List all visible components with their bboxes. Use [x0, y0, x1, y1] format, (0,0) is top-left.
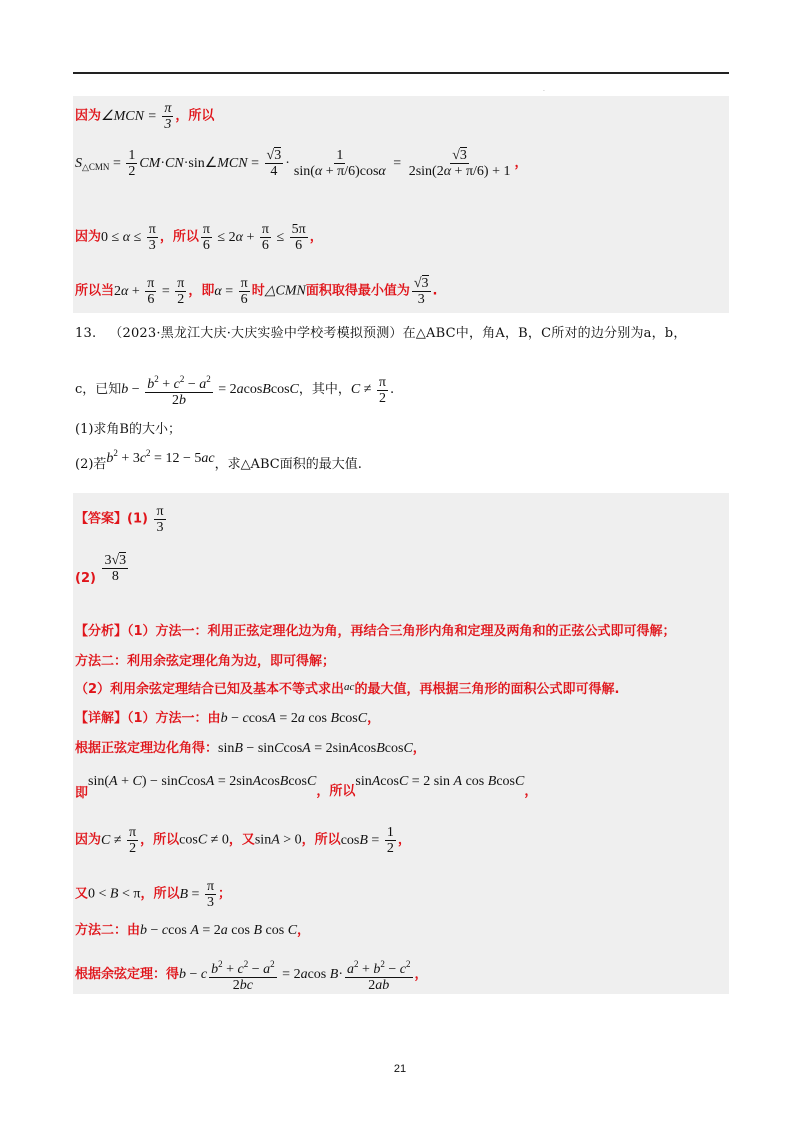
math-angle-range: $\frac{\pi}{6}$ ≤ 2α + $\frac{\pi}{6}$ ≤ $\frac{5\pi}{6}$: [202, 222, 306, 253]
analysis-line-1: [75, 624, 676, 640]
detail-text-1: （1）方法一：由: [127, 711, 221, 726]
answer-2-line: [75, 553, 130, 584]
page-number: 21: [393, 1063, 407, 1075]
problem-intro: 在△ABC中，角A，B，C所对的边分别为a，b，: [402, 326, 687, 341]
text-method-2: 方法二：由: [75, 923, 141, 938]
text-where: ，其中，: [298, 382, 351, 398]
line-minimum: [75, 276, 437, 307]
text-so-6: ，所以: [140, 886, 180, 902]
text-comma-7: ，: [297, 923, 311, 938]
math-detail-7: b − c $\frac{b^2 + c^2 - a^2}{2bc}$ = 2acos B· $\frac{a^2 + b^2 - c^2}{2ab}$: [179, 959, 411, 993]
line-angle-mcn: [75, 101, 214, 132]
text-comma-4: ，: [412, 741, 426, 756]
text-so-4: ，所以: [140, 832, 180, 848]
text-because-2: 因为: [75, 229, 102, 245]
text-semicolon: ；: [218, 886, 232, 902]
line-alpha-range: [75, 222, 323, 253]
text-period: .: [432, 283, 438, 299]
text-min-area: 面积取得最小值为: [305, 283, 410, 299]
text-namely-2: 即: [75, 786, 89, 801]
math-detail-1: b − ccosA = 2a cos BcosC: [220, 711, 368, 726]
text-cosine-law: 根据余弦定理：得: [75, 967, 180, 983]
text-comma-5: ，: [524, 784, 538, 799]
text-namely: ，即: [188, 283, 215, 299]
analysis-label: 【分析】: [75, 624, 128, 639]
text-because: 因为: [75, 108, 102, 124]
detail-line-1: [75, 711, 380, 727]
text-when: 时: [251, 283, 265, 299]
answer-label: 【答案】: [75, 511, 128, 527]
text-also-2: 又: [75, 886, 89, 902]
math-cosb: cosB = $\frac{1}{2}$: [340, 825, 394, 856]
detail-line-3: [75, 774, 537, 804]
analysis-line-2: 方法二：利用余弦定理化角为边，即可得解；: [75, 654, 336, 669]
math-b-range: 0 < B < π: [88, 886, 141, 902]
math-ac: ac: [344, 681, 355, 693]
math-alpha-range: 0 ≤ α ≤ $\frac{\pi}{3}$: [101, 222, 156, 253]
detail-label: 【详解】: [75, 711, 128, 726]
analysis-text-3b: 的最大值，再根据三角形的面积公式即可得解.: [354, 682, 620, 697]
problem-13-header: [75, 326, 687, 342]
header-mark: ·: [543, 88, 545, 95]
answer-2-label: (2): [75, 570, 96, 586]
math-detail-2: sinB − sinCcosA = 2sinAcosBcosC: [218, 741, 413, 756]
problem-condition: [75, 372, 394, 408]
math-c-neq-2: C ≠ $\frac{\pi}{2}$: [101, 825, 137, 856]
math-answer-1: $\frac{\pi}{3}$: [156, 504, 164, 535]
text-find-max-area: ，求△ABC面积的最大值.: [214, 457, 362, 472]
problem-number: 13.: [75, 326, 97, 341]
math-condition: 2α + $\frac{\pi}{6}$ = $\frac{\pi}{2}$: [114, 276, 185, 307]
text-because-3: 因为: [75, 832, 102, 848]
text-comma: ，: [514, 155, 528, 171]
answer-1-line: [75, 504, 168, 535]
math-detail-3b: sinAcosC = 2 sin A cos BcosC: [355, 774, 525, 789]
answer-1-label: (1): [127, 511, 148, 527]
math-answer-2: $\frac{3√3}{8}$: [104, 553, 127, 584]
text-also: ，又: [228, 832, 255, 848]
detail-line-7: [75, 957, 428, 993]
text-comma-3: ，: [367, 711, 381, 726]
line-area-formula: [75, 148, 527, 179]
text-given: c，已知: [75, 382, 122, 398]
header-rule: [73, 72, 729, 74]
detail-text-2: 根据正弦定理边化角得：: [75, 741, 219, 756]
text-so: ，所以: [175, 108, 215, 124]
question-2: [75, 448, 362, 473]
text-comma-6: ，: [397, 832, 411, 848]
detail-line-4: [75, 825, 411, 856]
math-detail-6: b − ccos A = 2a cos B cos C: [140, 923, 298, 938]
text-comma-8: ，: [414, 967, 428, 983]
text-so-3: ，所以: [316, 784, 356, 799]
math-triangle-cmn: △CMN: [264, 283, 306, 299]
analysis-text-3a: （2）利用余弦定理结合已知及基本不等式求出: [75, 682, 345, 697]
math-area-formula: $S_{\triangle CMN}$ = $\frac{1}{2}$ CM·CN·sin∠MCN = $\frac{√3}{4}$ · $\frac{1}{\sin(\alpha + \pi/6)\cos\alpha}$ = $\frac{√3}{2\sin(2\alpha + \pi/6) + 1}$: [75, 148, 511, 179]
analysis-line-3: [75, 682, 619, 698]
text-so-5: ，所以: [301, 832, 341, 848]
text-so-2: ，所以: [159, 229, 199, 245]
math-constraint: $b^2 + 3c^2 = 12 - 5ac$: [106, 448, 215, 466]
text-period-2: .: [390, 382, 395, 398]
analysis-text-1: （1）方法一：利用正弦定理化边为角，再结合三角形内角和定理及两角和的正弦公式即可得解；: [127, 624, 676, 639]
math-cosc: cosC ≠ 0: [179, 832, 229, 848]
math-min-value: $\frac{√3}{3}$: [413, 276, 429, 307]
math-given: b − $\frac{b^2 + c^2 - a^2}{2b}$ = 2acosBcosC: [121, 374, 299, 408]
math-detail-3a: sin(A + C) − sinCcosA = 2sinAcosBcosC: [88, 774, 317, 789]
question-1: (1)求角B的大小；: [75, 422, 181, 437]
math-alpha-value: α = $\frac{\pi}{6}$: [214, 276, 248, 307]
text-if: (2)若: [75, 457, 107, 472]
text-comma-2: ，: [309, 229, 323, 245]
math-b-value: B = $\frac{\pi}{3}$: [179, 879, 215, 910]
detail-line-6: [75, 923, 310, 939]
math-c-neq: C ≠ $\frac{\pi}{2}$: [350, 374, 386, 406]
math-angle-mcn: ∠MCN = $\frac{\pi}{3}$: [101, 101, 172, 132]
detail-line-5: [75, 879, 231, 910]
text-so-when: 所以当: [75, 283, 115, 299]
problem-source: （2023·黑龙江大庆·大庆实验中学校考模拟预测）: [109, 326, 403, 341]
detail-line-2: [75, 741, 426, 757]
math-sina: sinA > 0: [254, 832, 302, 848]
